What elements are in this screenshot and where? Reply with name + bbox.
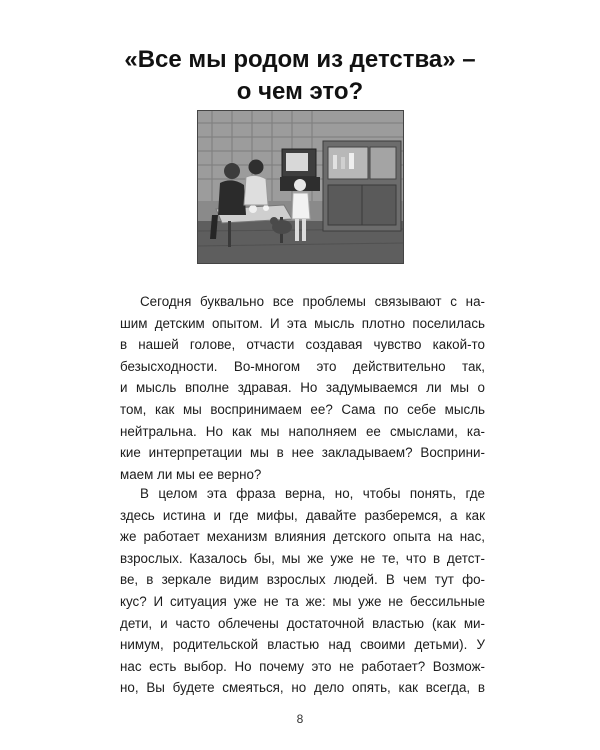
paragraph-2: [120, 483, 485, 699]
paragraph-line: кус? И ситуация уже не та же: мы уже не бессильные: [120, 593, 485, 609]
chapter-title-line-2: о чем это?: [236, 78, 364, 105]
paragraph-line: безысходности. Во-многом это действительно так,: [120, 358, 485, 374]
paragraph-line: маем ли мы ее верно?: [120, 466, 262, 482]
chapter-title: [60, 44, 540, 108]
paragraph-line: здесь истина и где мифы, давайте разберемся, а как: [120, 507, 485, 523]
page-number: 8: [296, 712, 304, 726]
paragraph-line: в нашей голове, отчасти создавая чувство какой-то: [120, 337, 485, 353]
paragraph-line: том, как мы воспринимаем ее? Сама по себе мысль: [120, 401, 485, 417]
paragraph-line: ве, в зеркале видим взрослых людей. В чем тут фо-: [120, 572, 485, 588]
paragraph-line: дети, и часто облечены достаточной властью (как ми-: [120, 615, 485, 631]
paragraph-1: [120, 291, 485, 485]
paragraph-line: же работает механизм влияния детского опыта на нас,: [120, 529, 485, 545]
paragraph-line: но, Вы будете смеяться, но дело опять, как всегда, в: [120, 680, 485, 696]
family-photo: [197, 110, 404, 264]
chapter-title-line-1: «Все мы родом из детства» –: [124, 46, 476, 73]
paragraph-line: и мысль вполне здравая. Но задумываемся ли мы о: [120, 380, 485, 396]
paragraph-line: Сегодня буквально все проблемы связывают с на-: [140, 294, 485, 309]
paragraph-line: нимум, родительской властью над своими детьми). У: [120, 637, 485, 653]
paragraph-line: нейтральна. Но как мы наполняем ее смыслами, ка-: [120, 423, 485, 439]
paragraph-line: В целом эта фраза верна, но, чтобы понять, где: [140, 486, 485, 501]
paragraph-line: взрослых. Казалось бы, мы же уже не те, что в детст-: [120, 550, 485, 566]
paragraph-line: кие интерпретации мы в нее закладываем? Восприни-: [120, 445, 485, 461]
paragraph-line: нас есть выбор. Но почему это не работает? Возмож-: [120, 658, 485, 674]
paragraph-line: шим детским опытом. И эта мысль плотно поселилась: [120, 315, 485, 331]
family-photo-illustration: [198, 111, 403, 263]
